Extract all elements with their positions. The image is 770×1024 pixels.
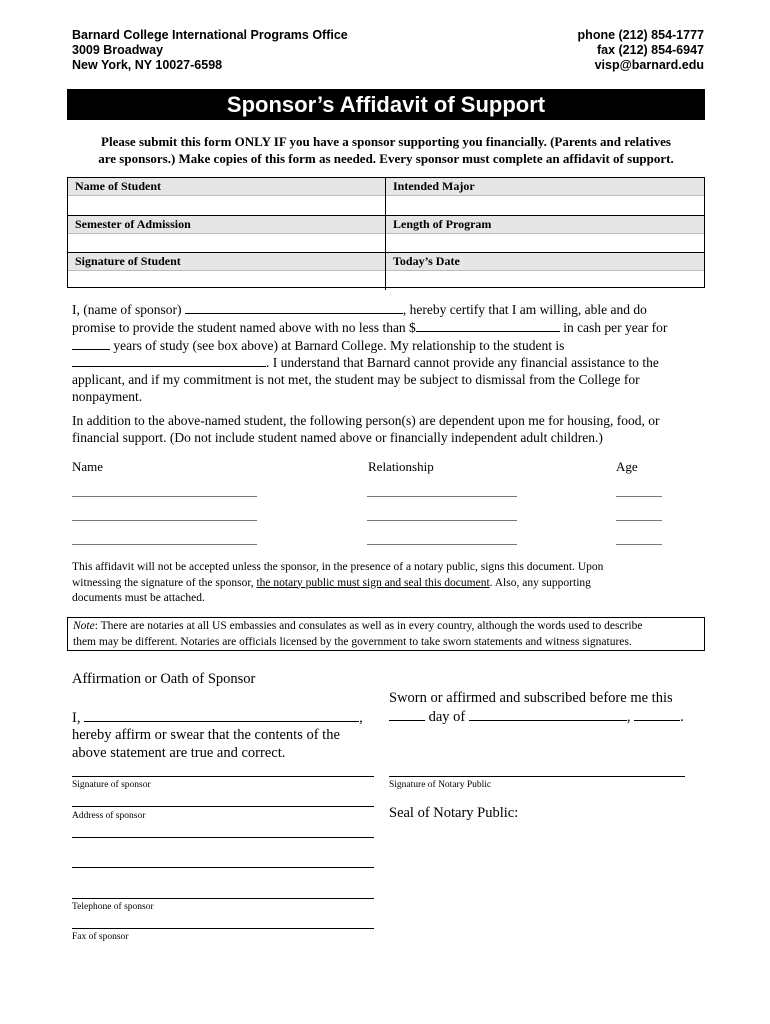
info-row: [68, 252, 704, 290]
dependent-age-field[interactable]: [616, 520, 662, 521]
sponsor-address-line[interactable]: [72, 806, 374, 807]
dependent-relationship-header: Relationship: [368, 459, 434, 474]
sponsor-fax-line[interactable]: [72, 928, 374, 929]
name-of-student-field[interactable]: [68, 196, 385, 215]
intended-major-cell[interactable]: [386, 178, 704, 215]
intro-instructions: [72, 133, 700, 167]
student-info-table: [67, 177, 705, 288]
fax-of-sponsor-label: Fax of sponsor: [72, 932, 129, 942]
signature-of-student-cell[interactable]: [68, 253, 386, 290]
dependent-age-header: Age: [616, 459, 638, 474]
telephone-of-sponsor-label: Telephone of sponsor: [72, 902, 154, 912]
notary-day-blank[interactable]: [389, 707, 425, 721]
dependent-name-field[interactable]: [72, 520, 257, 521]
notary-signature-line[interactable]: [389, 776, 685, 777]
signature-of-notary-label: Signature of Notary Public: [389, 780, 492, 790]
sponsor-address-line-3[interactable]: [72, 867, 374, 868]
info-row: [68, 215, 704, 253]
affirmation-line-3: above statement are true and correct.: [72, 745, 286, 761]
address-of-sponsor-label: Address of sponsor: [72, 811, 146, 821]
form-title: Sponsor’s Affidavit of Support: [67, 89, 705, 120]
dependent-relationship-field[interactable]: [367, 496, 517, 497]
dependent-age-field[interactable]: [616, 544, 662, 545]
office-contact: [578, 28, 704, 73]
todays-date-cell[interactable]: [386, 253, 704, 290]
name-of-student-label: Name of Student: [68, 178, 385, 196]
notary-date-line: day of , .: [389, 707, 684, 726]
intended-major-label: Intended Major: [386, 178, 704, 196]
length-of-program-field[interactable]: [386, 234, 704, 253]
notary-requirement-notice: This affidavit will not be accepted unless the sponsor, in the presence of a notary public, signs this document. Upon witnessing the signature of the sponsor, the notary public must sign and seal this document. Also, any supporting documents must be attached.: [72, 561, 604, 604]
notary-seal-area[interactable]: [389, 826, 699, 986]
dependent-name-field[interactable]: [72, 496, 257, 497]
signature-of-student-label: Signature of Student: [68, 253, 385, 271]
semester-of-admission-field[interactable]: [68, 234, 385, 253]
affirmation-line-2: hereby affirm or swear that the contents of the: [72, 727, 340, 743]
signature-of-student-field[interactable]: [68, 271, 385, 290]
notary-month-blank[interactable]: [469, 707, 627, 721]
notary-seal-label: Seal of Notary Public:: [389, 805, 519, 821]
intro-line-2: are sponsors.) Make copies of this form as needed. Every sponsor must complete an affidavit of support.: [98, 151, 674, 166]
affirmation-statement: I, ,: [72, 710, 363, 726]
dependents-text: In addition to the above-named student, the following person(s) are dependent upon me for housing, food, or financial support. (Do not include student named above or financially independent adult children.): [72, 413, 660, 445]
sponsor-signature-line[interactable]: [72, 776, 374, 777]
intended-major-field[interactable]: [386, 196, 704, 215]
note-label: Note: [73, 620, 95, 632]
notary-sworn-statement: Sworn or affirmed and subscribed before me this: [389, 690, 673, 706]
affirmation-heading: Affirmation or Oath of Sponsor: [72, 671, 256, 687]
dependent-relationship-field[interactable]: [367, 520, 517, 521]
length-of-program-cell[interactable]: [386, 216, 704, 253]
office-email[interactable]: visp@barnard.edu: [594, 58, 704, 72]
amount-blank[interactable]: [416, 319, 560, 332]
dependent-name-header: Name: [72, 459, 104, 474]
dependent-age-field[interactable]: [616, 496, 662, 497]
years-blank[interactable]: [72, 337, 110, 350]
office-address: [72, 28, 348, 73]
intro-line-1: Please submit this form ONLY IF you have a sponsor supporting you financially. (Parents and relatives: [101, 134, 671, 149]
relationship-blank[interactable]: [72, 354, 266, 367]
office-fax: fax (212) 854-6947: [596, 43, 704, 57]
affirmant-name-blank[interactable]: [84, 708, 359, 722]
dependent-relationship-field[interactable]: [367, 544, 517, 545]
office-street: 3009 Broadway: [72, 43, 164, 57]
todays-date-field[interactable]: [386, 271, 704, 290]
todays-date-label: Today’s Date: [386, 253, 704, 271]
semester-of-admission-cell[interactable]: [68, 216, 386, 253]
info-row: [68, 178, 704, 215]
notary-year-blank[interactable]: [634, 707, 680, 721]
length-of-program-label: Length of Program: [386, 216, 704, 234]
note-box: Note: There are notaries at all US embassies and consulates as well as in every country, although the words used to describe them may be different. Notaries are officials licensed by the government to take sworn statements and witness signatures.: [67, 617, 705, 651]
notary-seal-requirement: the notary public must sign and seal this document: [256, 576, 490, 589]
sponsor-name-blank[interactable]: [185, 301, 403, 314]
signature-of-sponsor-label: Signature of sponsor: [72, 780, 151, 790]
sponsor-address-line-2[interactable]: [72, 837, 374, 838]
office-name: Barnard College International Programs Office: [72, 28, 348, 42]
dependent-name-field[interactable]: [72, 544, 257, 545]
name-of-student-cell[interactable]: [68, 178, 386, 215]
semester-of-admission-label: Semester of Admission: [68, 216, 385, 234]
office-city: New York, NY 10027-6598: [72, 58, 223, 72]
sponsor-telephone-line[interactable]: [72, 898, 374, 899]
sponsor-certification: I, (name of sponsor) , hereby certify that I am willing, able and do promise to provide the student named above with no less than $ in cash per year for years of study (see box above) at Barnard College. My relationship to the student is . I understand that Barnard cannot provide any financial assistance to the applicant, and if my commitment is not met, the student may be subject to dismissal from the College for nonpayment.: [72, 302, 668, 404]
office-phone: phone (212) 854-1777: [577, 28, 704, 42]
